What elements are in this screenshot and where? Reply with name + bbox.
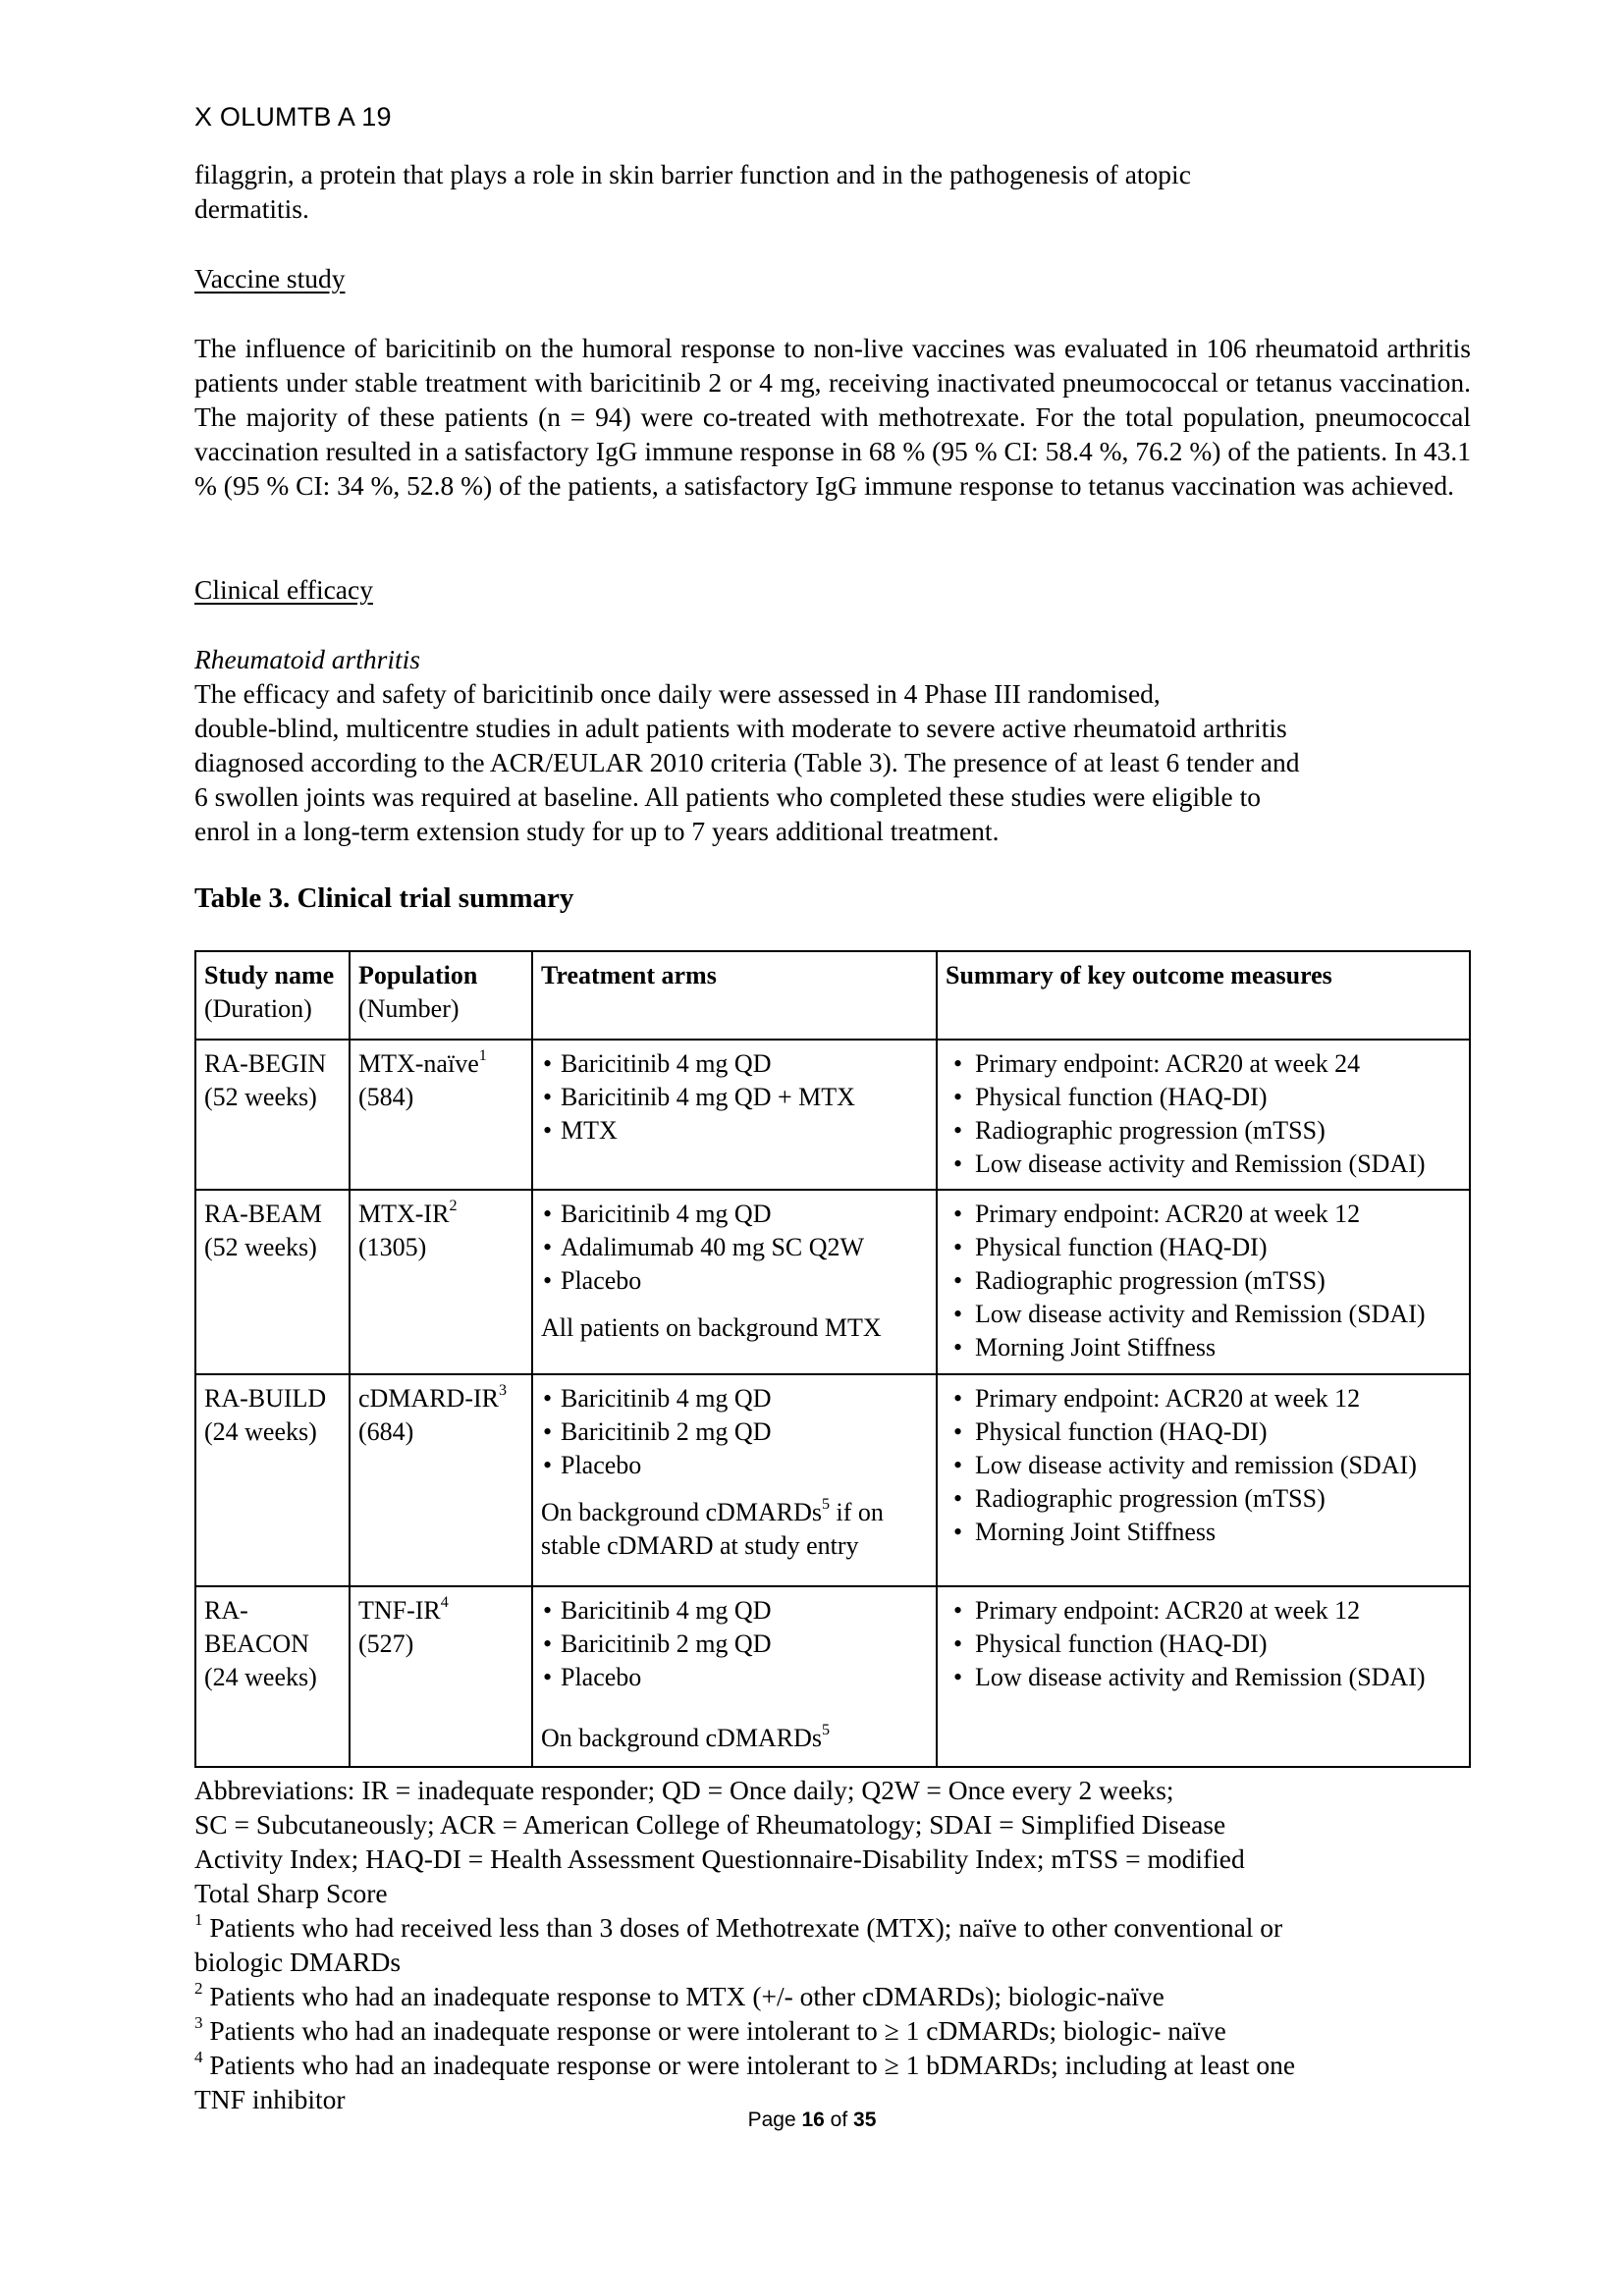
header-outcomes: Summary of key outcome measures bbox=[937, 951, 1470, 1040]
page-prefix: Page bbox=[747, 2109, 802, 2131]
footnote-number: 2 bbox=[194, 1978, 203, 1998]
treatment-item: • Baricitinib 4 mg QD bbox=[541, 1382, 930, 1415]
population-text: TNF-IR bbox=[358, 1596, 441, 1625]
footnote-number: 4 bbox=[194, 2047, 203, 2066]
outcome-item: • Radiographic progression (mTSS) bbox=[946, 1114, 1463, 1148]
table-row bbox=[195, 1586, 1470, 1767]
treatment-note-text: On background cDMARDs bbox=[541, 1498, 822, 1526]
clinical-line: 6 swollen joints was required at baseline. All patients who completed these studies were eligible to bbox=[194, 781, 1261, 812]
clinical-line: The efficacy and safety of baricitinib once daily were assessed in 4 Phase III randomised, bbox=[194, 678, 1161, 709]
treatment-note-footnote-ref: 5 bbox=[821, 1722, 831, 1739]
header-study bbox=[195, 951, 350, 1040]
treatment-item: • MTX bbox=[541, 1114, 930, 1148]
outcome-item: • Low disease activity and Remission (SDAI) bbox=[946, 1148, 1463, 1181]
outcome-item: • Primary endpoint: ACR20 at week 12 bbox=[946, 1594, 1463, 1628]
footnote-number: 1 bbox=[194, 1909, 203, 1929]
treatment-cell bbox=[532, 1190, 937, 1374]
table-header-row bbox=[195, 951, 1470, 1040]
study-name: RA-BUILD bbox=[204, 1384, 327, 1413]
treatment-list bbox=[541, 1382, 930, 1482]
treatment-item: • Baricitinib 4 mg QD bbox=[541, 1198, 930, 1231]
treatment-note-text-cont: if on stable cDMARD at study entry bbox=[541, 1498, 884, 1560]
population-footnote-ref: 2 bbox=[449, 1198, 458, 1215]
population-footnote-ref: 4 bbox=[440, 1594, 449, 1612]
clinical-heading: Clinical efficacy bbox=[194, 574, 373, 605]
population-label bbox=[358, 1382, 525, 1415]
document-header: X OLUMTB A 19 bbox=[194, 102, 392, 132]
outcome-item: • Low disease activity and remission (SDAI) bbox=[946, 1449, 1463, 1482]
footnote-text: Patients who had an inadequate response to MTX (+/- other cDMARDs); biologic-naïve bbox=[202, 1981, 1164, 2011]
outcome-list bbox=[946, 1198, 1463, 1364]
population-footnote-ref: 1 bbox=[478, 1047, 487, 1065]
population-number: (584) bbox=[358, 1083, 414, 1111]
study-duration: (52 weeks) bbox=[204, 1083, 317, 1111]
study-cell bbox=[195, 1190, 350, 1374]
clinical-trial-table bbox=[194, 950, 1471, 1768]
table-title: Table 3. Clinical trial summary bbox=[194, 882, 574, 914]
intro-line: dermatitis. bbox=[194, 193, 309, 224]
population-cell bbox=[350, 1190, 532, 1374]
outcome-list bbox=[946, 1047, 1463, 1181]
outcome-item: • Primary endpoint: ACR20 at week 12 bbox=[946, 1198, 1463, 1231]
study-name-cont: BEACON bbox=[204, 1629, 309, 1658]
population-number: (527) bbox=[358, 1629, 414, 1658]
population-cell bbox=[350, 1374, 532, 1586]
outcome-item: • Morning Joint Stiffness bbox=[946, 1331, 1463, 1364]
footnote-3 bbox=[194, 2013, 1481, 2048]
treatment-item: • Baricitinib 2 mg QD bbox=[541, 1628, 930, 1661]
footnote-text: Patients who had received less than 3 doses of Methotrexate (MTX); naïve to other conventional or bbox=[202, 1912, 1283, 1943]
clinical-line: diagnosed according to the ACR/EULAR 2010 criteria (Table 3). The presence of at least 6 tender and bbox=[194, 747, 1300, 777]
clinical-line: enrol in a long-term extension study for up to 7 years additional treatment. bbox=[194, 816, 1000, 846]
study-name: RA- bbox=[204, 1596, 248, 1625]
treatment-item: • Placebo bbox=[541, 1449, 930, 1482]
treatment-cell bbox=[532, 1586, 937, 1767]
population-cell bbox=[350, 1586, 532, 1767]
page-number bbox=[0, 2109, 1624, 2132]
treatment-list bbox=[541, 1594, 930, 1694]
population-cell bbox=[350, 1040, 532, 1190]
table-row bbox=[195, 1374, 1470, 1586]
treatment-item: • Placebo bbox=[541, 1264, 930, 1298]
outcome-item: • Morning Joint Stiffness bbox=[946, 1516, 1463, 1549]
clinical-subheading: Rheumatoid arthritis bbox=[194, 644, 420, 674]
abbreviations-line: Total Sharp Score bbox=[194, 1878, 388, 1908]
table-row bbox=[195, 1040, 1470, 1190]
treatment-item: • Adalimumab 40 mg SC Q2W bbox=[541, 1231, 930, 1264]
population-label bbox=[358, 1198, 525, 1231]
outcome-item: • Physical function (HAQ-DI) bbox=[946, 1231, 1463, 1264]
treatment-note bbox=[541, 1722, 930, 1755]
population-label bbox=[358, 1047, 525, 1081]
intro-line: filaggrin, a protein that plays a role in skin barrier function and in the pathogenesis of atopic bbox=[194, 159, 1191, 189]
header-study-sub: (Duration) bbox=[204, 994, 312, 1023]
outcome-list bbox=[946, 1594, 1463, 1694]
header-population bbox=[350, 951, 532, 1040]
outcome-item: • Physical function (HAQ-DI) bbox=[946, 1628, 1463, 1661]
abbreviations-line: Abbreviations: IR = inadequate responder; QD = Once daily; Q2W = Once every 2 weeks; bbox=[194, 1775, 1174, 1805]
treatment-item: • Baricitinib 4 mg QD bbox=[541, 1047, 930, 1081]
footnote-text: Patients who had an inadequate response or were intolerant to ≥ 1 cDMARDs; biologic- naïve bbox=[202, 2015, 1226, 2046]
footnote-number: 3 bbox=[194, 2012, 203, 2032]
outcome-list bbox=[946, 1382, 1463, 1549]
treatment-list bbox=[541, 1198, 930, 1298]
study-name: RA-BEGIN bbox=[204, 1049, 327, 1078]
abbreviations-line: SC = Subcutaneously; ACR = American College of Rheumatology; SDAI = Simplified Disease bbox=[194, 1809, 1226, 1840]
treatment-note bbox=[541, 1496, 930, 1563]
study-duration: (24 weeks) bbox=[204, 1417, 317, 1446]
table-row bbox=[195, 1190, 1470, 1374]
outcome-item: • Radiographic progression (mTSS) bbox=[946, 1264, 1463, 1298]
outcomes-cell bbox=[937, 1190, 1470, 1374]
header-study-label: Study name bbox=[204, 961, 335, 989]
outcome-item: • Primary endpoint: ACR20 at week 12 bbox=[946, 1382, 1463, 1415]
population-label bbox=[358, 1594, 525, 1628]
treatment-note-text: On background cDMARDs bbox=[541, 1724, 822, 1752]
outcome-item: • Physical function (HAQ-DI) bbox=[946, 1081, 1463, 1114]
treatment-item: • Baricitinib 2 mg QD bbox=[541, 1415, 930, 1449]
treatment-item: • Baricitinib 4 mg QD bbox=[541, 1594, 930, 1628]
clinical-section bbox=[194, 642, 1471, 848]
footnote-4 bbox=[194, 2048, 1481, 2082]
study-duration: (52 weeks) bbox=[204, 1233, 317, 1261]
treatment-item: • Baricitinib 4 mg QD + MTX bbox=[541, 1081, 930, 1114]
abbreviations-line: Activity Index; HAQ-DI = Health Assessment Questionnaire-Disability Index; mTSS = modified bbox=[194, 1843, 1245, 1874]
study-duration: (24 weeks) bbox=[204, 1663, 317, 1691]
outcomes-cell bbox=[937, 1586, 1470, 1767]
header-treatment: Treatment arms bbox=[532, 951, 937, 1040]
population-footnote-ref: 3 bbox=[499, 1382, 508, 1400]
population-text: cDMARD-IR bbox=[358, 1384, 499, 1413]
population-text: MTX-IR bbox=[358, 1200, 450, 1228]
treatment-cell bbox=[532, 1374, 937, 1586]
page-total: 35 bbox=[853, 2109, 877, 2131]
vaccine-heading: Vaccine study bbox=[194, 263, 346, 294]
treatment-note: All patients on background MTX bbox=[541, 1313, 882, 1342]
population-number: (684) bbox=[358, 1417, 414, 1446]
population-number: (1305) bbox=[358, 1233, 427, 1261]
study-cell bbox=[195, 1374, 350, 1586]
treatment-note-footnote-ref: 5 bbox=[821, 1496, 831, 1514]
outcome-item: • Radiographic progression (mTSS) bbox=[946, 1482, 1463, 1516]
footnote-1 bbox=[194, 1910, 1481, 1945]
outcome-item: • Primary endpoint: ACR20 at week 24 bbox=[946, 1047, 1463, 1081]
treatment-item: • Placebo bbox=[541, 1661, 930, 1694]
header-population-label: Population bbox=[358, 961, 478, 989]
outcomes-cell bbox=[937, 1374, 1470, 1586]
clinical-line: double-blind, multicentre studies in adult patients with moderate to severe active rheumatoid arthritis bbox=[194, 713, 1287, 743]
outcomes-cell bbox=[937, 1040, 1470, 1190]
treatment-cell bbox=[532, 1040, 937, 1190]
footnote-text: Patients who had an inadequate response or were intolerant to ≥ 1 bDMARDs; including at least one bbox=[202, 2050, 1296, 2080]
study-name: RA-BEAM bbox=[204, 1200, 322, 1228]
footnote-1-cont: biologic DMARDs bbox=[194, 1947, 402, 1977]
page-of: of bbox=[824, 2109, 854, 2131]
outcome-item: • Low disease activity and Remission (SDAI) bbox=[946, 1298, 1463, 1331]
population-text: MTX-naïve bbox=[358, 1049, 479, 1078]
page-current: 16 bbox=[801, 2109, 825, 2131]
footnote-2 bbox=[194, 1979, 1481, 2013]
study-cell bbox=[195, 1040, 350, 1190]
vaccine-paragraph: The influence of baricitinib on the humoral response to non-live vaccines was evaluated in 106 rheumatoid arthritis patients under stable treatment with baricitinib 2 or 4 mg, receiving inactivated pneumococcal or tetanus vaccination. The majority of these patients (n = 94) were co-treated with methotrexate. For the total population, pneumococcal vaccination resulted in a satisfactory IgG immune response in 68 % (95 % CI: 58.4 %, 76.2 %) of the patients. In 43.1 % (95 % CI: 34 %, 52.8 %) of the patients, a satisfactory IgG immune response to tetanus vaccination was achieved. bbox=[194, 333, 1471, 501]
header-population-sub: (Number) bbox=[358, 994, 460, 1023]
intro-paragraph bbox=[194, 157, 1471, 226]
outcome-item: • Physical function (HAQ-DI) bbox=[946, 1415, 1463, 1449]
footnote-4-cont: TNF inhibitor bbox=[194, 2084, 346, 2114]
treatment-list bbox=[541, 1047, 930, 1148]
study-cell bbox=[195, 1586, 350, 1767]
table-footnotes bbox=[194, 1773, 1481, 2116]
outcome-item: • Low disease activity and Remission (SDAI) bbox=[946, 1661, 1463, 1694]
